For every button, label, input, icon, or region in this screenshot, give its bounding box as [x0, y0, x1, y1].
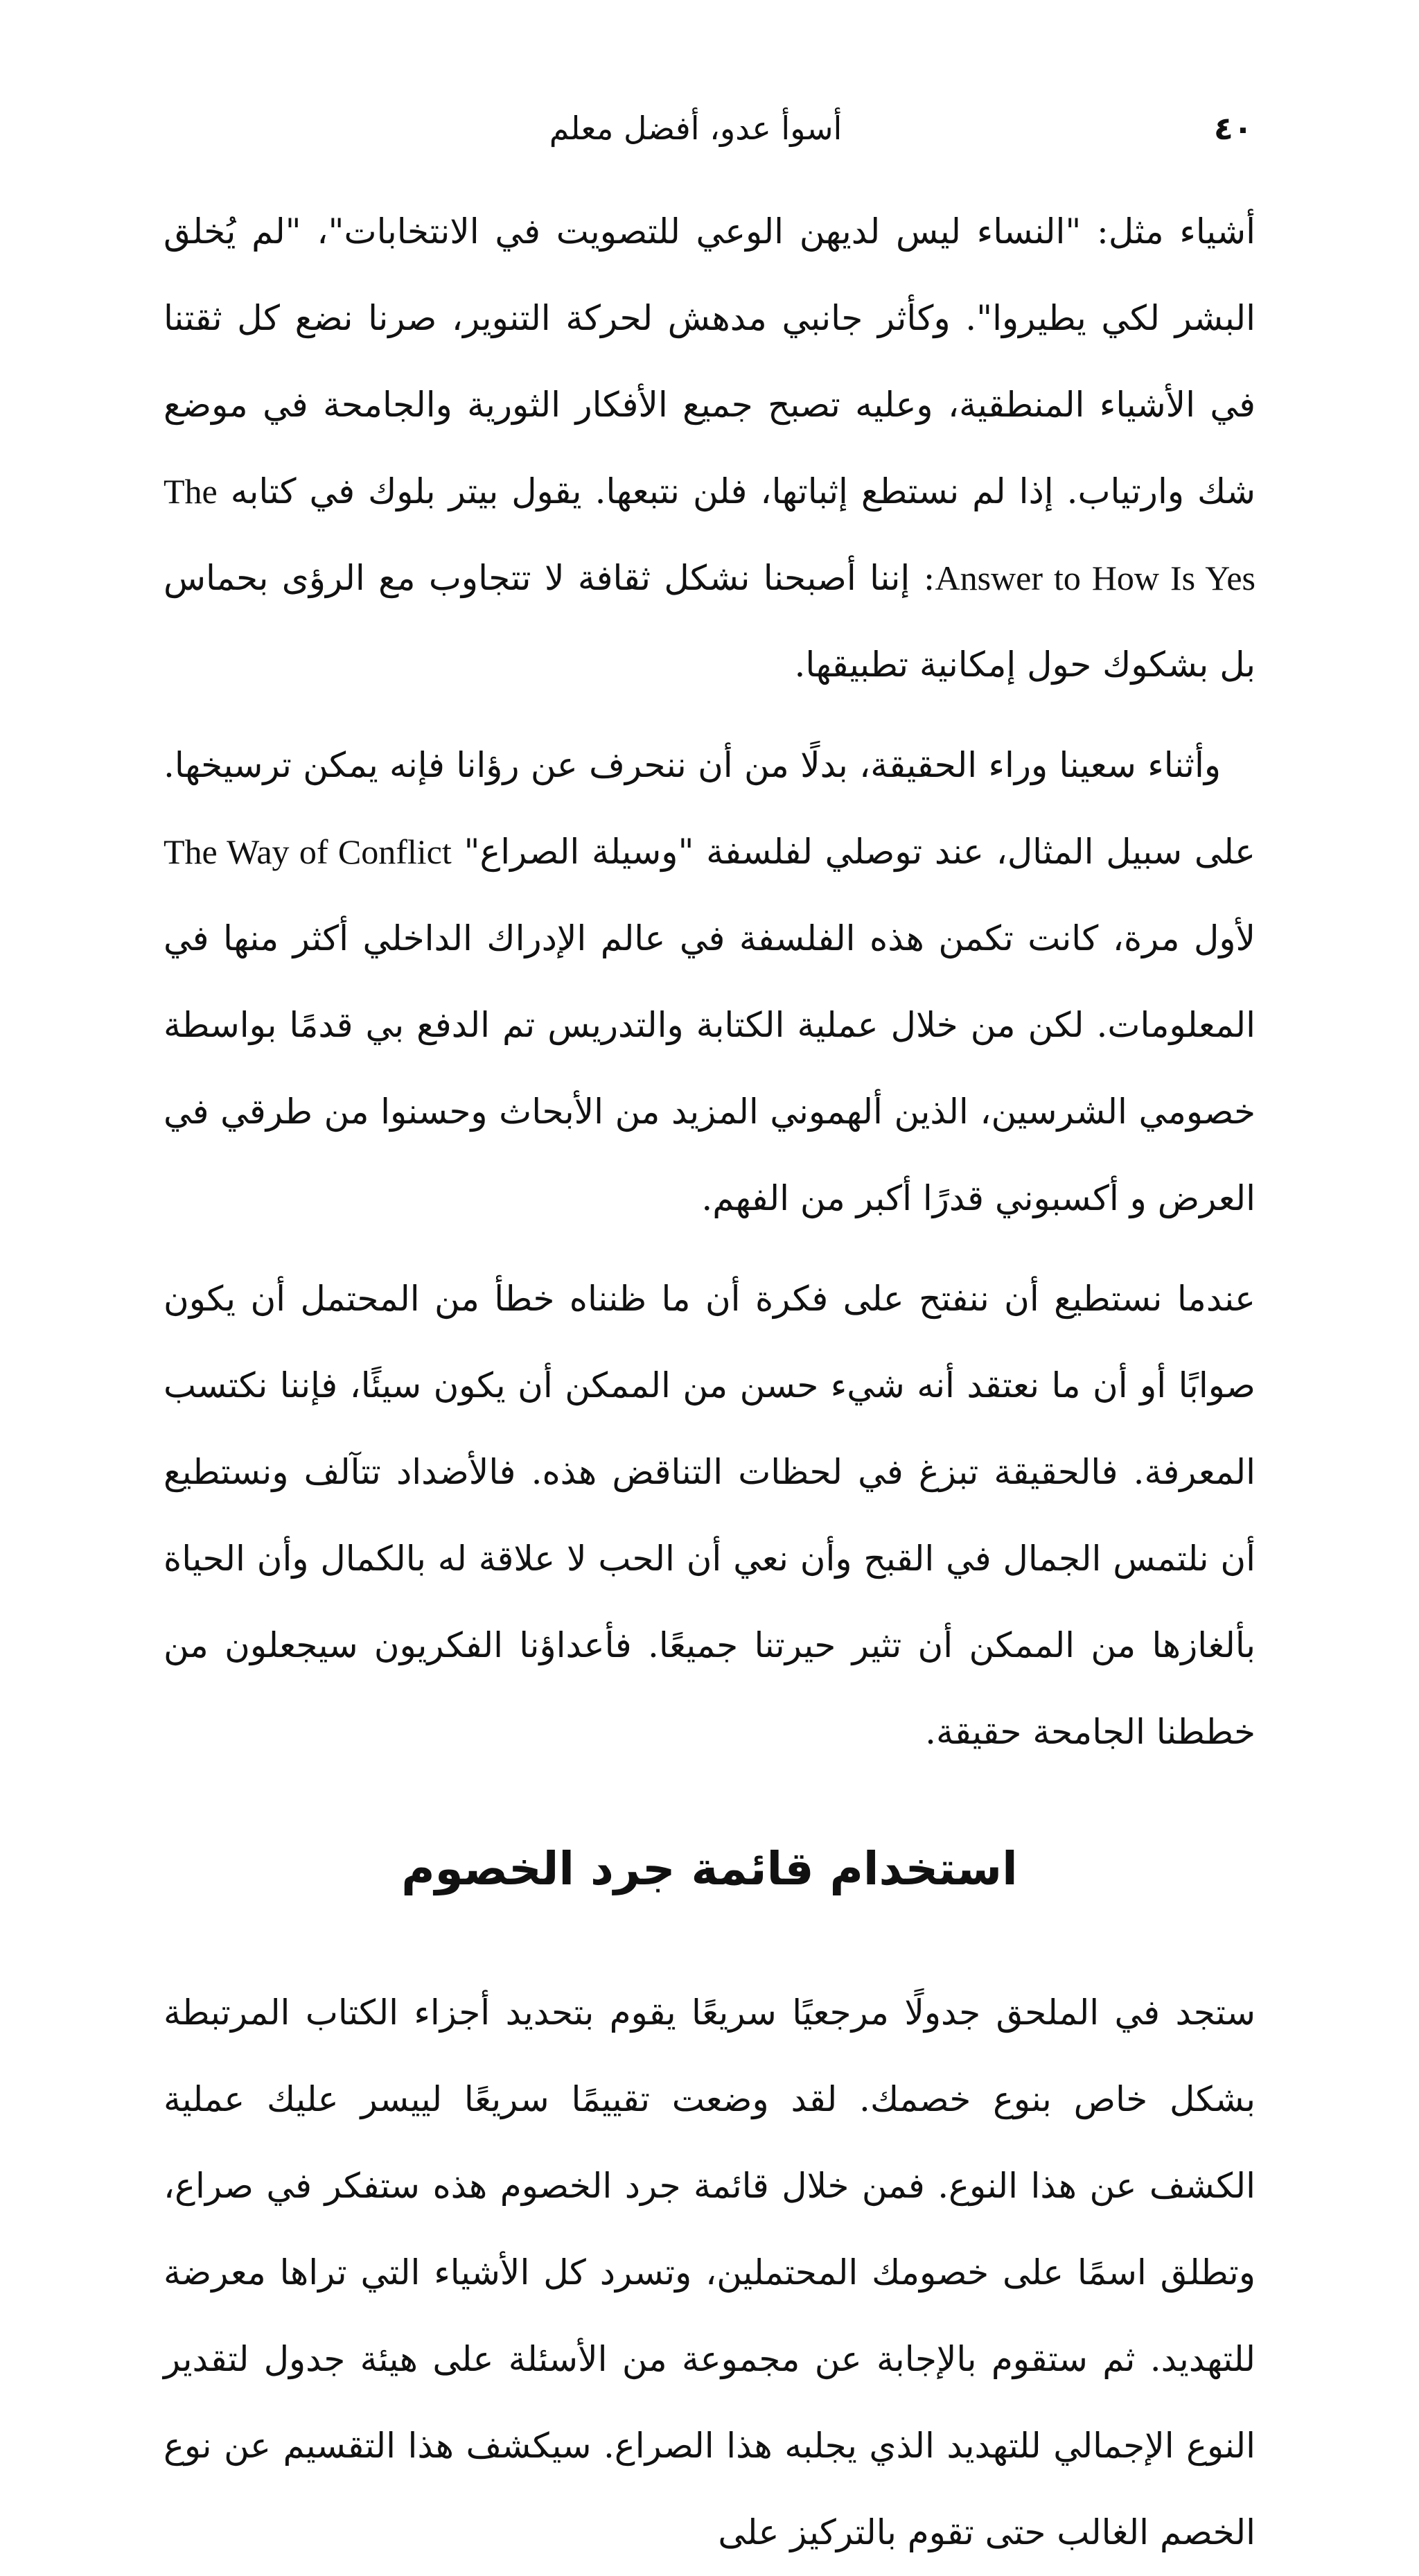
philosophy-title-conflict: The Way of Conflict [164, 832, 452, 871]
paragraph-3: عندما نستطيع أن ننفتح على فكرة أن ما ظنناه خطأ من المحتمل أن يكون صوابًا أو أن ما نعتقد أنه شيء حسن من الممكن أن يكون سيئًا، فإننا نكتسب المعرفة. فالحقيقة تبزغ في لحظات التناقض هذه. فالأضداد تتآلف ونستطيع أن نلتمس الجمال في القبح وأن نعي أن الحب لا علاقة له بالكمال وأن الحياة بألغازها من الممكن أن تثير حيرتنا جميعًا. فأعداؤنا الفكريون سيجعلون من خططنا الجامحة حقيقة. [164, 1279, 1255, 1752]
paragraph-1 [164, 189, 1255, 708]
paragraph-1-text-before: أشياء مثل: "النساء ليس لديهن الوعي للتصويت في الانتخابات"، "لم يُخلق البشر لكي يطيروا". وكأثر جانبي مدهش لحركة التنوير، صرنا نضع كل ثقتنا في الأشياء المنطقية، وعليه تصبح جميع الأفكار الثورية والجامحة في موضع شك وارتياب. إذا لم نستطع إثباتها، فلن نتبعها. يقول بيتر بلوك في كتابه [164, 211, 1255, 511]
paragraph-2 [164, 722, 1255, 1242]
page-number: ٤٠ [1213, 109, 1253, 147]
book-title-answer: The Answer to How Is Yes [164, 472, 1255, 597]
page-header [139, 104, 1253, 152]
page-content [164, 189, 1255, 2552]
paragraph-2-text-after: لأول مرة، كانت تكمن هذه الفلسفة في عالم الإدراك الداخلي أكثر منها في المعلومات. لكن من خلال عملية الكتابة والتدريس تم الدفع بي قدمًا بواسطة خصومي الشرسين، الذين ألهموني المزيد من الأبحاث وحسنوا من طرقي في العرض و أكسبوني قدرًا أكبر من الفهم. [164, 918, 1255, 1218]
running-title: أسوأ عدو، أفضل معلم [549, 109, 843, 147]
paragraph-1-text-after: : إننا أصبحنا نشكل ثقافة لا تتجاوب مع الرؤى بحماس بل بشكوك حول إمكانية تطبيقها. [164, 558, 1255, 685]
section-heading: استخدام قائمة جرد الخصوم [401, 1842, 1018, 1895]
paragraph-2-text-before: وأثناء سعينا وراء الحقيقة، بدلًا من أن ننحرف عن رؤانا فإنه يمكن ترسيخها. على سبيل المثال، عند توصلي لفلسفة "وسيلة الصراع" [164, 745, 1255, 872]
section-paragraph: ستجد في الملحق جدولًا مرجعيًا سريعًا يقوم بتحديد أجزاء الكتاب المرتبطة بشكل خاص بنوع خصمك. لقد وضعت تقييمًا سريعًا لييسر عليك عملية الكشف عن هذا النوع. فمن خلال قائمة جرد الخصوم هذه ستفكر في صراع، وتطلق اسمًا على خصومك المحتملين، وتسرد كل الأشياء التي تراها معرضة للتهديد. ثم ستقوم بالإجابة عن مجموعة من الأسئلة على هيئة جدول لتقدير النوع الإجمالي للتهديد الذي يجلبه هذا الصراع. سيكشف هذا التقسيم عن نوع الخصم الغالب حتى تقوم بالتركيز على [164, 1992, 1255, 2552]
